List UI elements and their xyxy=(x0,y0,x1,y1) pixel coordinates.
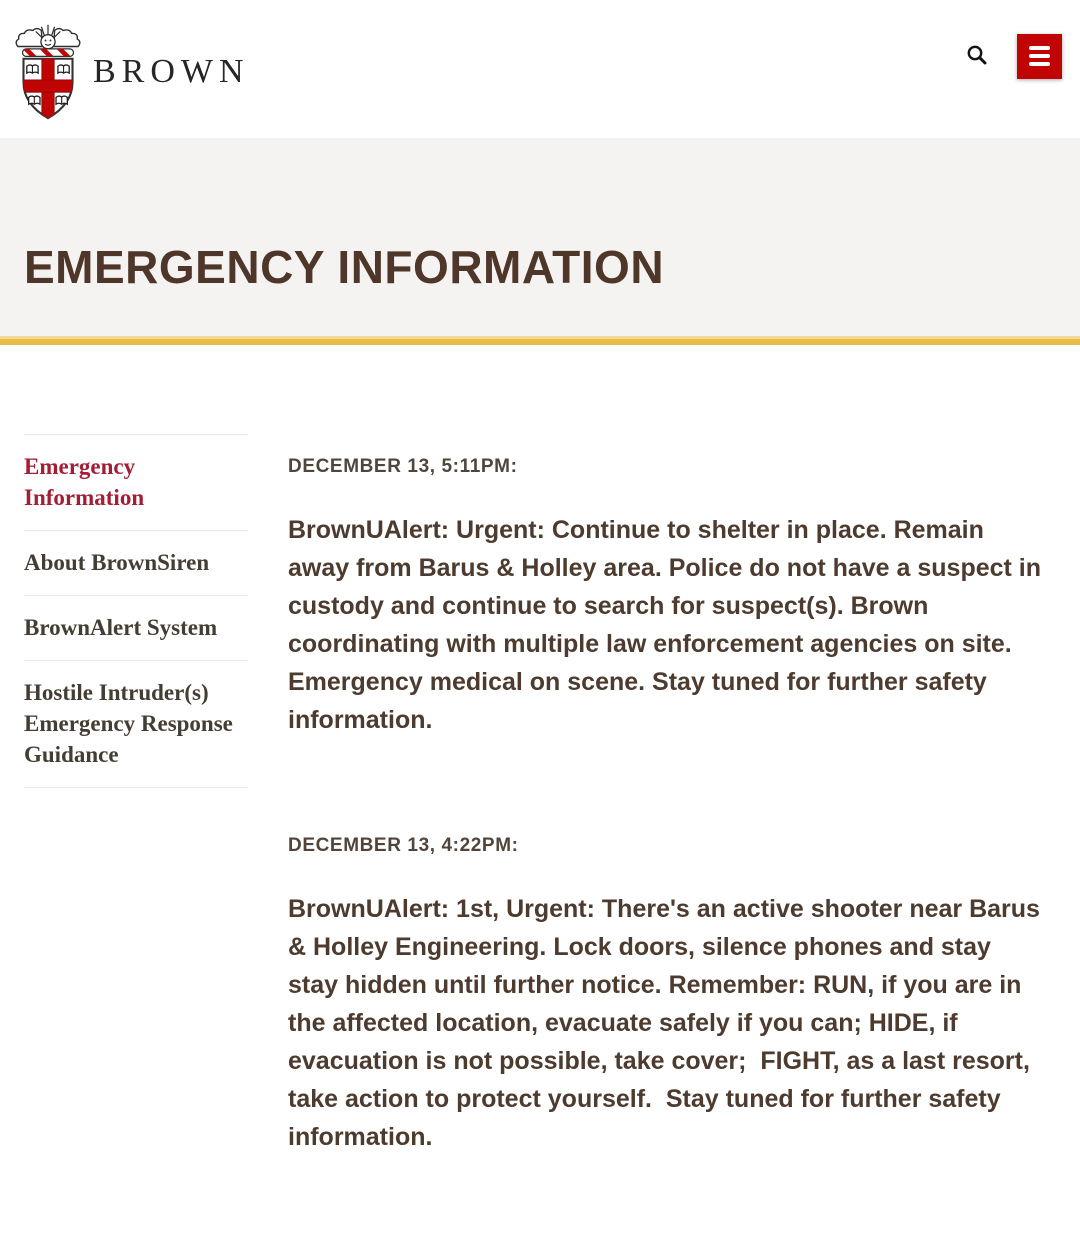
sidebar-nav xyxy=(24,434,248,1156)
alert-entry xyxy=(288,835,1047,1156)
search-icon xyxy=(965,43,989,67)
brown-logo-link[interactable] xyxy=(15,16,250,122)
sidebar-item-brownalert-system[interactable]: BrownAlert System xyxy=(24,595,248,660)
content-area xyxy=(0,345,1080,1156)
gold-divider xyxy=(0,336,1080,345)
alert-body: BrownUAlert: Urgent: Continue to shelter in place. Remain away from Barus & Holley area. Police do not have a suspect in custody and continue to search for suspect(s). Brown coordinating with multiple law enforcement agencies on site. Emergency medical on scene. Stay tuned for further safety information. xyxy=(288,516,1048,734)
sidebar-item-hostile-intruder-guidance[interactable]: Hostile Intruder(s) Emergency Response Guidance xyxy=(24,660,248,788)
brown-crest-icon xyxy=(15,20,81,122)
alert-entry xyxy=(288,456,1048,739)
sidebar-item-about-brownsiren[interactable]: About BrownSiren xyxy=(24,530,248,595)
hamburger-icon xyxy=(1029,46,1050,50)
sidebar-item-emergency-information[interactable]: Emergency Information xyxy=(24,434,248,530)
alert-timestamp: DECEMBER 13, 4:22PM: xyxy=(288,835,519,856)
search-button[interactable] xyxy=(961,39,993,74)
header-controls xyxy=(961,34,1062,79)
brand-wordmark: BROWN xyxy=(93,53,250,90)
page-hero xyxy=(0,138,1080,336)
alerts-main xyxy=(288,434,1048,1156)
alert-body: BrownUAlert: 1st, Urgent: There's an active shooter near Barus & Holley Engineering. Lock doors, silence phones and stay stay hidden until further notice. Remember: RUN, if you are in the affected location, evacuate safely if you can; HIDE, if evacuation is not possible, take cover; FIGHT, as a last resort, take action to protect yourself. Stay tuned for further safety information. xyxy=(288,895,1047,1151)
menu-button[interactable] xyxy=(1017,34,1062,79)
site-header xyxy=(0,0,1080,138)
page-title: EMERGENCY INFORMATION xyxy=(24,241,665,293)
alert-timestamp: DECEMBER 13, 5:11PM: xyxy=(288,456,518,477)
